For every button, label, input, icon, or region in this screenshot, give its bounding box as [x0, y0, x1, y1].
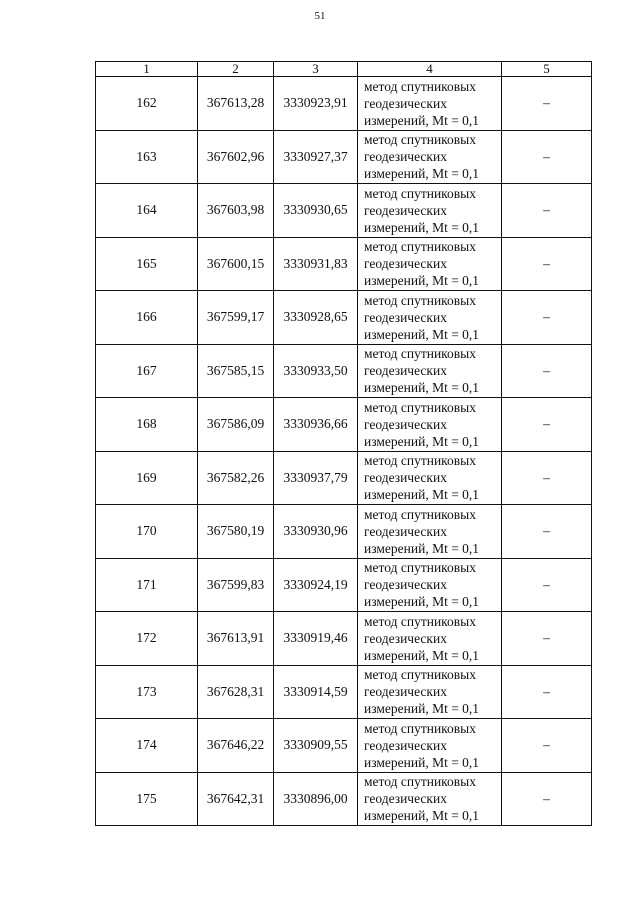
x-coordinate-cell: 367585,15: [198, 344, 274, 398]
table-row: [96, 291, 592, 345]
x-coordinate-cell: 367603,98: [198, 184, 274, 238]
note-cell: –: [502, 612, 592, 666]
table-row: [96, 344, 592, 398]
note-cell: –: [502, 451, 592, 505]
x-coordinate-cell: 367628,31: [198, 665, 274, 719]
method-cell: метод спутниковых геодезических измерений, Mt = 0,1: [358, 665, 502, 719]
table-row: [96, 237, 592, 291]
y-coordinate-cell: 3330928,65: [274, 291, 358, 345]
point-number-cell: 168: [96, 398, 198, 452]
note-cell: –: [502, 184, 592, 238]
method-cell: метод спутниковых геодезических измерений, Mt = 0,1: [358, 451, 502, 505]
y-coordinate-cell: 3330931,83: [274, 237, 358, 291]
y-coordinate-cell: 3330937,79: [274, 451, 358, 505]
point-number-cell: 165: [96, 237, 198, 291]
table-row: [96, 505, 592, 559]
table-row: [96, 130, 592, 184]
note-cell: –: [502, 505, 592, 559]
coordinates-table: [95, 61, 592, 826]
note-cell: –: [502, 665, 592, 719]
note-cell: –: [502, 77, 592, 131]
point-number-cell: 166: [96, 291, 198, 345]
table-row: [96, 719, 592, 773]
x-coordinate-cell: 367580,19: [198, 505, 274, 559]
point-number-cell: 174: [96, 719, 198, 773]
y-coordinate-cell: 3330930,96: [274, 505, 358, 559]
method-cell: метод спутниковых геодезических измерений, Mt = 0,1: [358, 184, 502, 238]
x-coordinate-cell: 367599,83: [198, 558, 274, 612]
method-cell: метод спутниковых геодезических измерений, Mt = 0,1: [358, 505, 502, 559]
note-cell: –: [502, 291, 592, 345]
x-coordinate-cell: 367602,96: [198, 130, 274, 184]
point-number-cell: 163: [96, 130, 198, 184]
point-number-cell: 171: [96, 558, 198, 612]
x-coordinate-cell: 367613,28: [198, 77, 274, 131]
y-coordinate-cell: 3330914,59: [274, 665, 358, 719]
column-header: 4: [358, 62, 502, 77]
point-number-cell: 169: [96, 451, 198, 505]
column-header: 3: [274, 62, 358, 77]
y-coordinate-cell: 3330933,50: [274, 344, 358, 398]
y-coordinate-cell: 3330896,00: [274, 772, 358, 826]
note-cell: –: [502, 398, 592, 452]
x-coordinate-cell: 367613,91: [198, 612, 274, 666]
note-cell: –: [502, 558, 592, 612]
method-cell: метод спутниковых геодезических измерений, Mt = 0,1: [358, 77, 502, 131]
y-coordinate-cell: 3330924,19: [274, 558, 358, 612]
point-number-cell: 175: [96, 772, 198, 826]
point-number-cell: 173: [96, 665, 198, 719]
x-coordinate-cell: 367646,22: [198, 719, 274, 773]
table-row: [96, 184, 592, 238]
method-cell: метод спутниковых геодезических измерений, Mt = 0,1: [358, 719, 502, 773]
method-cell: метод спутниковых геодезических измерений, Mt = 0,1: [358, 772, 502, 826]
table-header-row: [96, 62, 592, 77]
table-row: [96, 451, 592, 505]
x-coordinate-cell: 367600,15: [198, 237, 274, 291]
note-cell: –: [502, 130, 592, 184]
table-row: [96, 772, 592, 826]
column-header: 1: [96, 62, 198, 77]
column-header: 2: [198, 62, 274, 77]
note-cell: –: [502, 344, 592, 398]
x-coordinate-cell: 367642,31: [198, 772, 274, 826]
x-coordinate-cell: 367599,17: [198, 291, 274, 345]
y-coordinate-cell: 3330936,66: [274, 398, 358, 452]
y-coordinate-cell: 3330930,65: [274, 184, 358, 238]
table-row: [96, 665, 592, 719]
note-cell: –: [502, 772, 592, 826]
note-cell: –: [502, 719, 592, 773]
table-row: [96, 77, 592, 131]
point-number-cell: 167: [96, 344, 198, 398]
y-coordinate-cell: 3330909,55: [274, 719, 358, 773]
method-cell: метод спутниковых геодезических измерений, Mt = 0,1: [358, 398, 502, 452]
method-cell: метод спутниковых геодезических измерений, Mt = 0,1: [358, 237, 502, 291]
point-number-cell: 172: [96, 612, 198, 666]
point-number-cell: 162: [96, 77, 198, 131]
y-coordinate-cell: 3330923,91: [274, 77, 358, 131]
x-coordinate-cell: 367582,26: [198, 451, 274, 505]
point-number-cell: 170: [96, 505, 198, 559]
method-cell: метод спутниковых геодезических измерений, Mt = 0,1: [358, 130, 502, 184]
method-cell: метод спутниковых геодезических измерений, Mt = 0,1: [358, 344, 502, 398]
table-row: [96, 612, 592, 666]
method-cell: метод спутниковых геодезических измерений, Mt = 0,1: [358, 558, 502, 612]
page-number: 51: [314, 10, 326, 22]
table-row: [96, 398, 592, 452]
y-coordinate-cell: 3330927,37: [274, 130, 358, 184]
point-number-cell: 164: [96, 184, 198, 238]
table-row: [96, 558, 592, 612]
method-cell: метод спутниковых геодезических измерений, Mt = 0,1: [358, 291, 502, 345]
x-coordinate-cell: 367586,09: [198, 398, 274, 452]
method-cell: метод спутниковых геодезических измерений, Mt = 0,1: [358, 612, 502, 666]
y-coordinate-cell: 3330919,46: [274, 612, 358, 666]
note-cell: –: [502, 237, 592, 291]
column-header: 5: [502, 62, 592, 77]
